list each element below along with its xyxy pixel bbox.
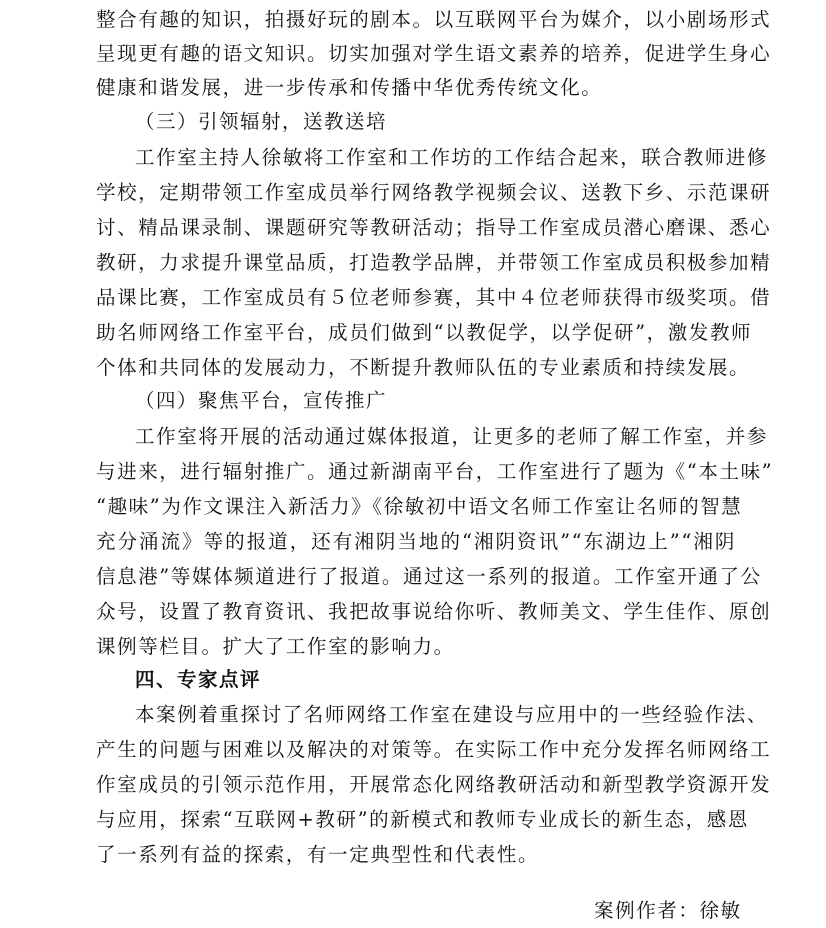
paragraph-line: 工作室主持人徐敏将工作室和工作坊的工作结合起来，联合教师进修 (135, 146, 769, 169)
paragraph-line: 教研，力求提升课堂品质，打造教学品牌，并带领工作室成员积极参加精 (96, 251, 772, 274)
paragraph-line: 讨、精品课录制、课题研究等教研活动；指导工作室成员潜心磨课、悉心 (96, 216, 772, 239)
paragraph-line: 工作室将开展的活动通过媒体报道，让更多的老师了解工作室，并参 (135, 425, 769, 448)
section-heading: （四）聚焦平台，宣传推广 (135, 389, 388, 412)
paragraph-line: 产生的问题与困难以及解决的对策等。在实际工作中充分发挥名师网络工 (96, 738, 772, 761)
section-heading: （三）引领辐射，送教送培 (135, 110, 388, 133)
chapter-heading: 四、专家点评 (135, 668, 262, 691)
paragraph-line: 课例等栏目。扩大了工作室的影响力。 (96, 635, 455, 658)
paragraph-line: 作室成员的引领示范作用，开展常态化网络教研活动和新型教学资源开发 (96, 773, 772, 796)
paragraph-line: 健康和谐发展，进一步传承和传播中华优秀传统文化。 (96, 76, 603, 99)
paragraph-line: 信息港”等媒体频道进行了报道。通过这一系列的报道。工作室开通了公 (96, 565, 762, 588)
paragraph-line: 充分涌流》等的报道，还有湘阴当地的“湘阴资讯”“东湖边上”“湘阴 (96, 530, 736, 553)
paragraph-line: 整合有趣的知识，拍摄好玩的剧本。以互联网平台为媒介，以小剧场形式 (96, 8, 772, 31)
paragraph-line: “趣味”为作文课注入新活力》《徐敏初中语文名师工作室让名师的智慧 (96, 495, 743, 518)
paragraph-line: 众号，设置了教育资讯、我把故事说给你听、教师美文、学生佳作、原创 (96, 600, 772, 623)
paragraph-line: 与应用，探索“互联网+教研”的新模式和教师专业成长的新生态，感恩 (96, 808, 749, 831)
paragraph-line: 品课比赛，工作室成员有５位老师参赛，其中４位老师获得市级奖项。借 (96, 286, 772, 309)
paragraph-line: 呈现更有趣的语文知识。切实加强对学生语文素养的培养，促进学生身心 (96, 42, 772, 65)
paragraph-line: 个体和共同体的发展动力，不断提升教师队伍的专业素质和持续发展。 (96, 356, 751, 379)
paragraph-line: 学校，定期带领工作室成员举行网络教学视频会议、送教下乡、示范课研 (96, 181, 772, 204)
case-author: 案例作者：徐敏 (594, 899, 742, 922)
paragraph-line: 与进来，进行辐射推广。通过新湖南平台，工作室进行了题为《“本土味” (96, 460, 774, 483)
paragraph-line: 了一系列有益的探索，有一定典型性和代表性。 (96, 843, 540, 866)
paragraph-line: 助名师网络工作室平台，成员们做到“以教促学，以学促研”，激发教师 (96, 321, 753, 344)
paragraph-line: 本案例着重探讨了名师网络工作室在建设与应用中的一些经验作法、 (135, 703, 769, 726)
